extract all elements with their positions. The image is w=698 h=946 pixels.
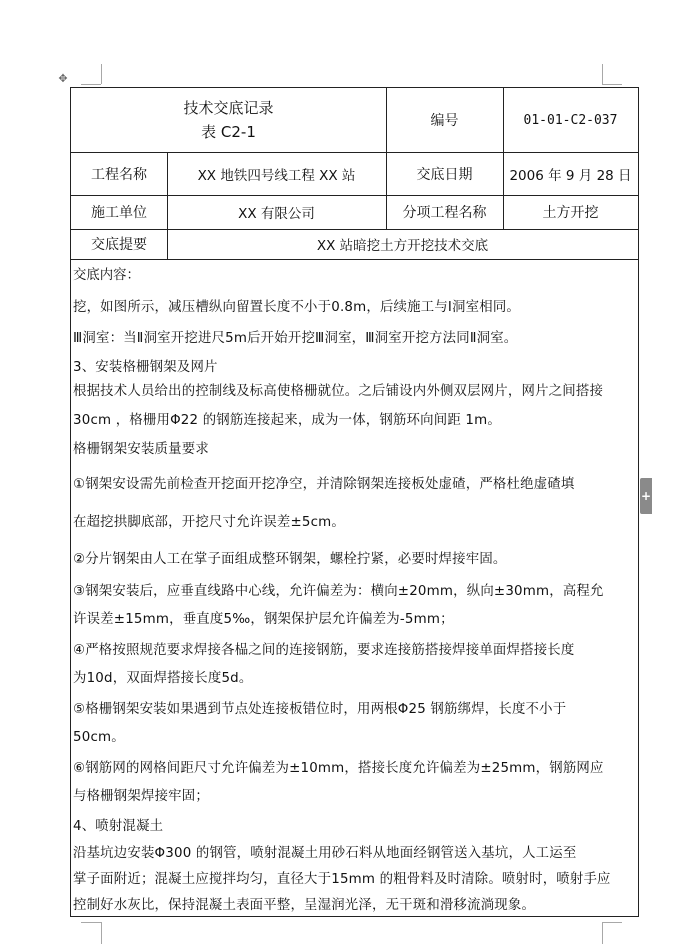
crop-mark: [602, 64, 603, 84]
table-rule: [71, 195, 638, 196]
summary-label: 交底提要: [91, 237, 147, 253]
table-rule: [71, 229, 638, 230]
content-line: ④严格按照规范要求焊接各榀之间的连接钢筋，要求连接筋搭接焊接单面焊搭接长度: [73, 643, 575, 658]
unit-label: 施工单位: [91, 205, 147, 221]
content-line: 50cm。: [73, 730, 125, 745]
table-rule: [167, 152, 168, 259]
content-label: 交底内容：: [73, 268, 140, 283]
content-line: ⑤格栅钢架安装如果遇到节点处连接板错位时，用两根Φ25 钢筋绑焊，长度不小于: [73, 702, 567, 717]
title-cell: [71, 88, 386, 152]
subproject-label: 分项工程名称: [402, 205, 487, 221]
table-rule: [71, 152, 638, 153]
content-line: 3、安装格栅钢架及网片: [73, 360, 218, 375]
content-line: ①钢架安设需先前检查开挖面开挖净空，并清除钢架连接板处虚碴，严格杜绝虚碴填: [73, 477, 575, 492]
crop-mark: [101, 64, 102, 84]
project-label: 工程名称: [91, 166, 147, 183]
number-label: 编号: [430, 113, 459, 129]
crop-mark: [81, 84, 101, 85]
content-line: 控制好水灰比，保持混凝土表面平整，呈湿润光泽，无干斑和滑移流淌现象。: [73, 898, 536, 913]
date-label: 交底日期: [416, 166, 473, 183]
crop-mark: [602, 922, 603, 944]
number-value: 01-01-C2-037: [523, 112, 618, 128]
document-title: 技术交底记录: [183, 99, 274, 117]
content-line: 在超挖拱脚底部，开挖尺寸允许误差±5cm。: [73, 515, 345, 530]
content-line: 许误差±15mm，垂直度5‰，钢架保护层允许偏差为-5mm；: [73, 612, 454, 627]
subproject-value: 土方开挖: [542, 205, 599, 221]
content-line: 4、喷射混凝土: [73, 819, 164, 834]
form-number: 表 C2-1: [201, 123, 256, 141]
crop-mark: [101, 922, 102, 944]
table-move-handle-icon[interactable]: ✥: [58, 72, 68, 85]
content-line: 格栅钢架安装质量要求: [73, 442, 209, 457]
table-rule: [503, 88, 504, 229]
content-line: 掌子面附近；混凝土应搅拌均匀，直径大于15mm 的粗骨料及时清除。喷射时，喷射手应: [73, 872, 611, 887]
table-rule: [386, 88, 387, 229]
table-rule: [71, 259, 638, 260]
technical-disclosure-table: [70, 87, 639, 917]
crop-mark: [81, 922, 101, 923]
content-line: 与格栅钢架焊接牢固；: [73, 789, 209, 804]
unit-value: XX 有限公司: [238, 206, 315, 222]
content-line: 为10d，双面焊搭接长度5d。: [73, 671, 253, 686]
summary-value: XX 站暗挖土方开挖技术交底: [316, 238, 489, 254]
content-line: 挖，如图所示，减压槽纵向留置长度不小于0.8m，后续施工与I洞室相同。: [73, 300, 521, 315]
crop-mark: [602, 922, 622, 923]
content-line: ②分片钢架由人工在掌子面组成整环钢架，螺栓拧紧，必要时焊接牢固。: [73, 552, 507, 567]
content-line: 30cm ，格栅用Φ22 的钢筋连接起来，成为一体，钢筋环向间距 1m。: [73, 413, 501, 428]
crop-mark: [602, 84, 622, 85]
project-value: XX 地铁四号线工程 XX 站: [197, 167, 356, 184]
content-line: Ⅲ洞室：当Ⅱ洞室开挖进尺5m后开始开挖Ⅲ洞室，Ⅲ洞室开挖方法同Ⅱ洞室。: [73, 331, 518, 346]
expand-handle-icon[interactable]: +: [640, 478, 652, 514]
date-value: 2006 年 9 月 28 日: [509, 167, 632, 184]
content-line: ③钢架安装后，应垂直线路中心线，允许偏差为：横向±20mm，纵向±30mm，高程允: [73, 584, 604, 599]
content-line: ⑥钢筋网的网格间距尺寸允许偏差为±10mm，搭接长度允许偏差为±25mm，钢筋网应: [73, 761, 604, 776]
content-line: 沿基坑边安装Φ300 的钢管，喷射混凝土用砂石料从地面经钢管送入基坑，人工运至: [73, 846, 577, 861]
content-line: 根据技术人员给出的控制线及标高使格栅就位。之后铺设内外侧双层网片，网片之间搭接: [73, 384, 604, 399]
